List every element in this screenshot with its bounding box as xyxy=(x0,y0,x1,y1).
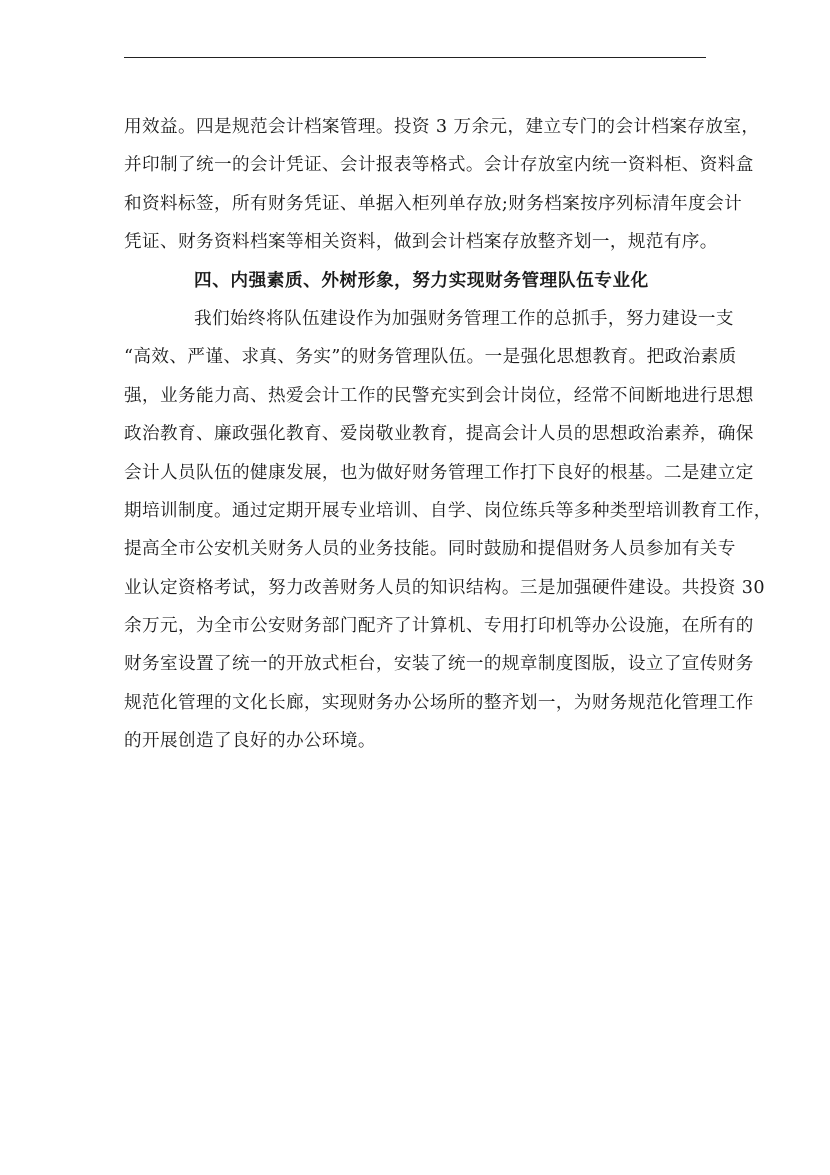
text-line: 和资料标签，所有财务凭证、单据入柜列单存放;财务档案按序列标清年度会计 xyxy=(124,193,743,214)
main-paragraph xyxy=(124,300,772,761)
header-rule xyxy=(124,57,706,58)
continued-paragraph xyxy=(124,108,760,262)
text-line: 会计人员队伍的健康发展，也为做好财务管理工作打下良好的根基。二是建立定 xyxy=(124,462,754,483)
section-heading: 四、内强素质、外树形象，努力实现财务管理队伍专业化 xyxy=(194,269,649,291)
text-line: 业认定资格考试，努力改善财务人员的知识结构。三是加强硬件建设。共投资 30 xyxy=(124,577,765,598)
text-line: 期培训制度。通过定期开展专业培训、自学、岗位练兵等多种类型培训教育工作， xyxy=(124,500,772,521)
document-body xyxy=(124,108,772,761)
text-line: 提高全市公安机关财务人员的业务技能。同时鼓励和提倡财务人员参加有关专 xyxy=(124,539,736,560)
text-line: 规范化管理的文化长廊，实现财务办公场所的整齐划一，为财务规范化管理工作 xyxy=(124,692,754,713)
text-line: 财务室设置了统一的开放式柜台，安装了统一的规章制度图版，设立了宣传财务 xyxy=(124,654,754,675)
text-line: 我们始终将队伍建设作为加强财务管理工作的总抓手，努力建设一支 xyxy=(194,308,734,329)
text-line: 用效益。四是规范会计档案管理。投资 3 万余元，建立专门的会计档案存放室， xyxy=(124,117,760,137)
text-line: 的开展创造了良好的办公环境。 xyxy=(124,731,376,752)
text-line: 强，业务能力高、热爱会计工作的民警充实到会计岗位，经常不间断地进行思想 xyxy=(124,385,754,406)
text-line: “高效、严谨、求真、务实”的财务管理队伍。一是强化思想教育。把政治素质 xyxy=(124,347,737,368)
text-line: 政治教育、廉政强化教育、爱岗敬业教育，提高会计人员的思想政治素养，确保 xyxy=(124,424,754,445)
text-line: 凭证、财务资料档案等相关资料，做到会计档案存放整齐划一，规范有序。 xyxy=(124,232,718,253)
text-line: 余万元，为全市公安财务部门配齐了计算机、专用打印机等办公设施，在所有的 xyxy=(124,616,754,637)
text-line: 并印制了统一的会计凭证、会计报表等格式。会计存放室内统一资料柜、资料盒 xyxy=(124,155,754,176)
